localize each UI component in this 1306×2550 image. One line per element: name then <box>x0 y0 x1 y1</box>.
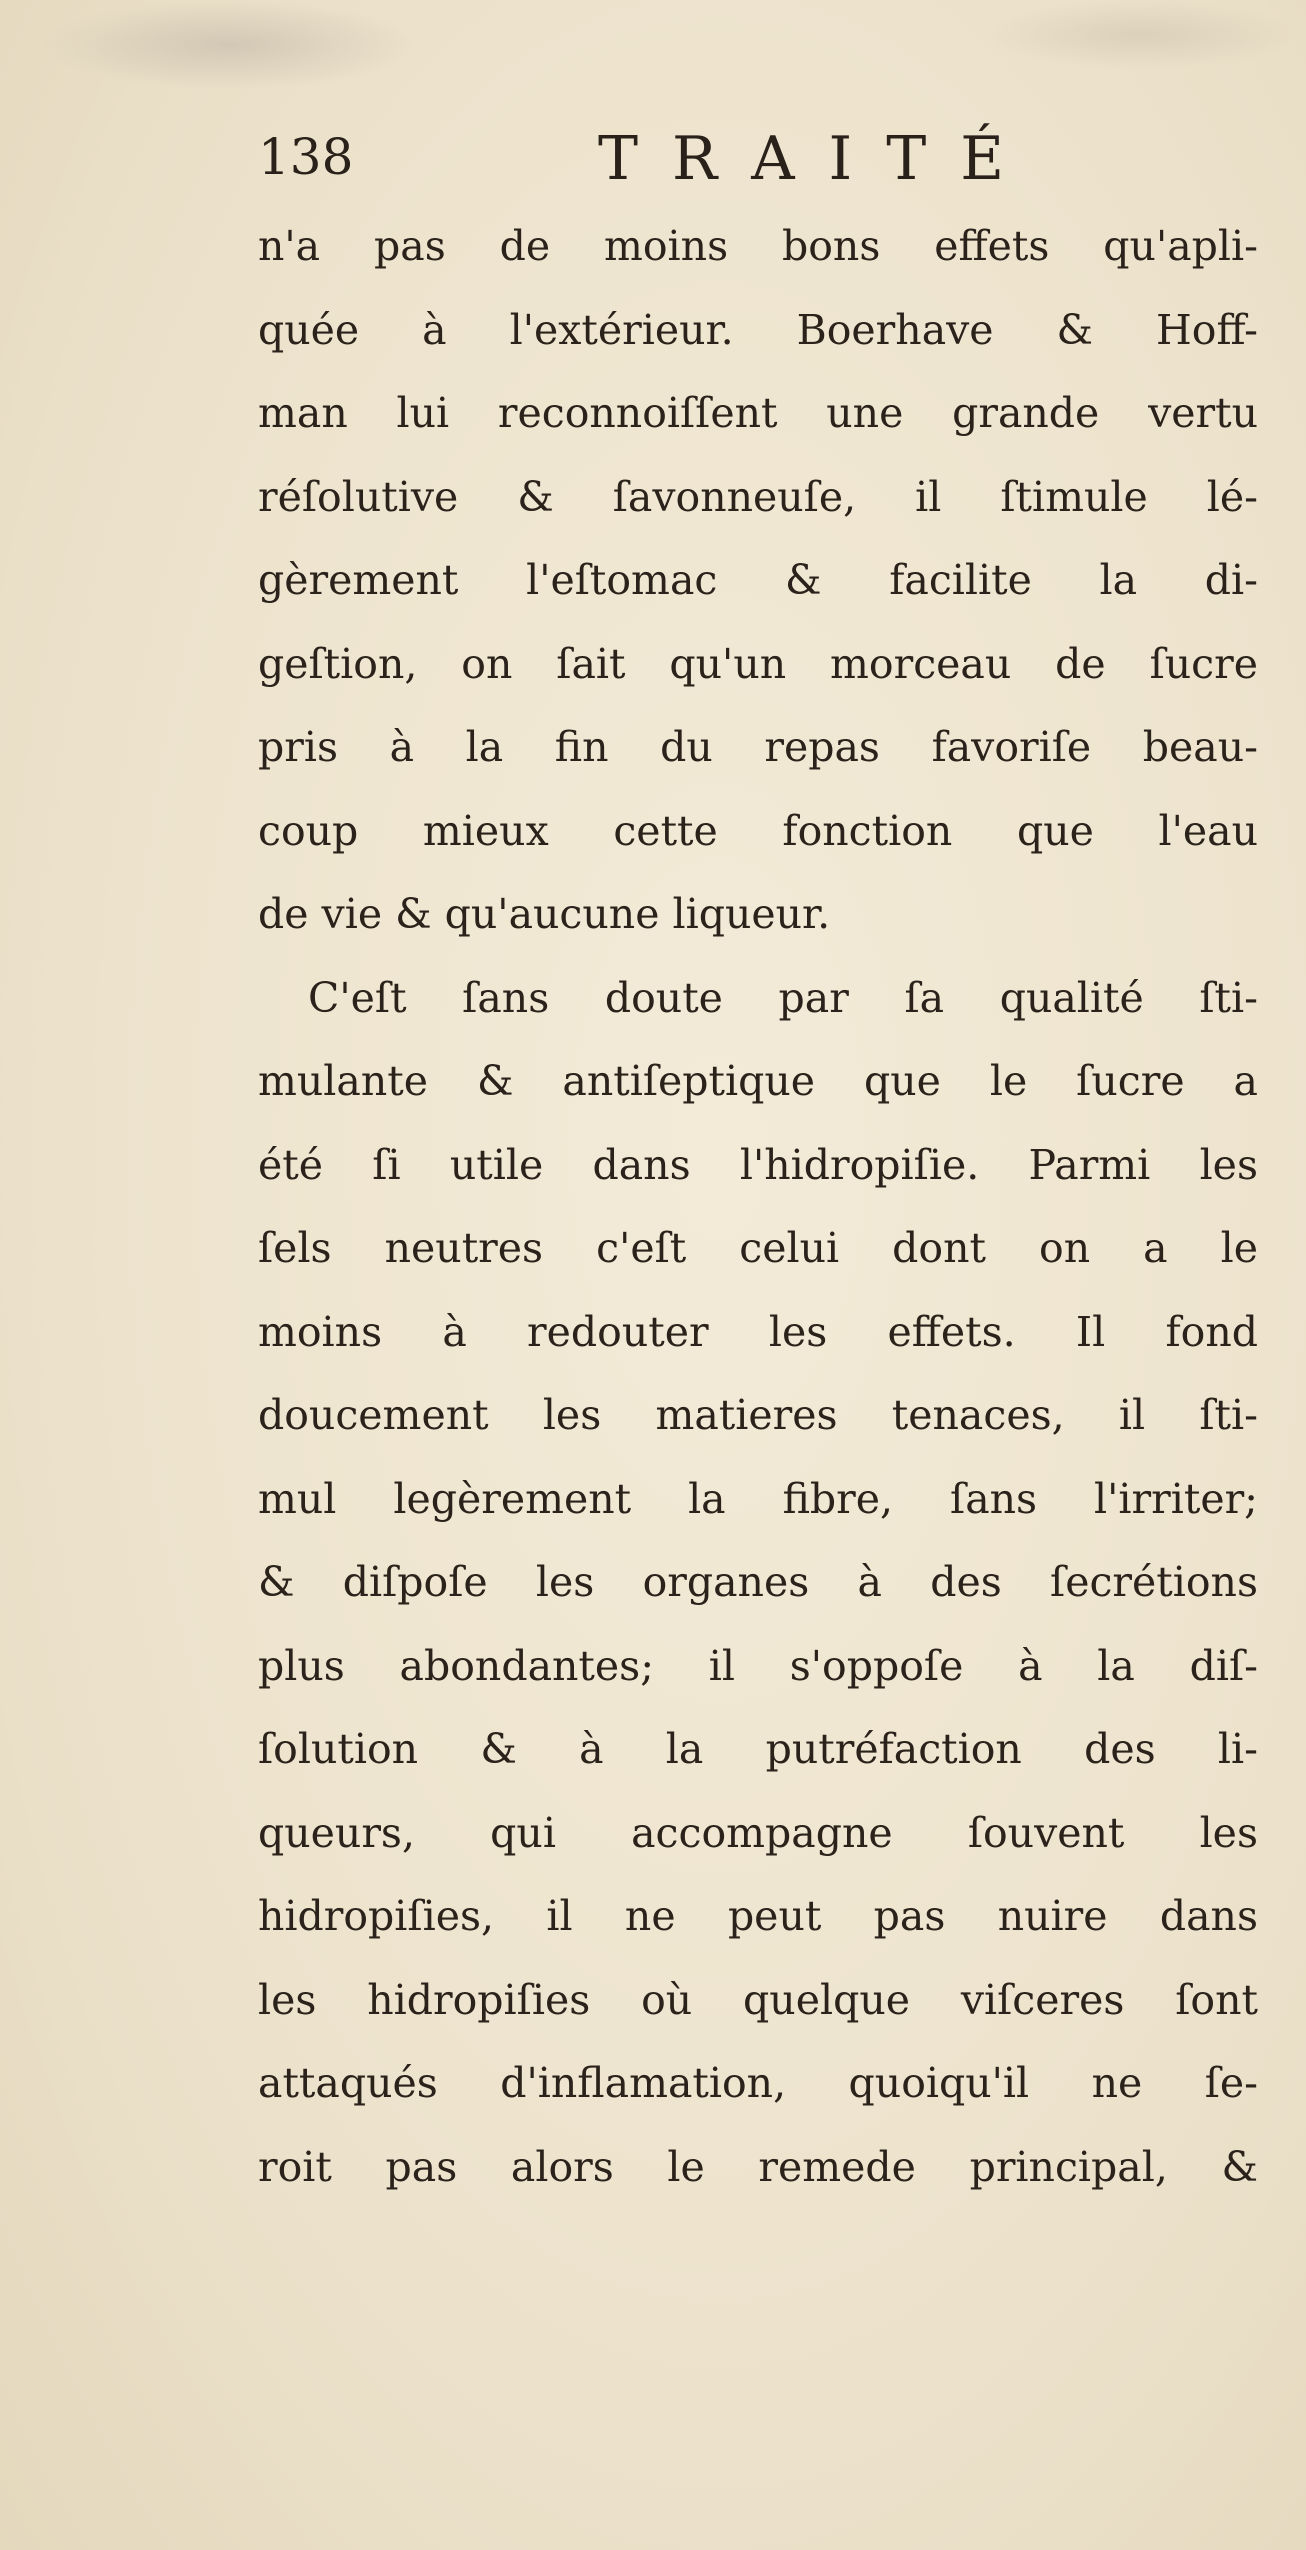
text-line: pris à la fin du repas favoriſe beau- <box>258 723 1258 771</box>
text-line: réſolutive & ſavonneuſe, il ſtimule lé- <box>258 472 1258 521</box>
text-line: n'a pas de moins bons effets qu'apli- <box>258 222 1258 270</box>
text-line: ſolution & à la putréfaction des li- <box>258 1725 1258 1773</box>
paper-stain <box>40 0 420 90</box>
running-title: TRAITÉ <box>598 124 1039 194</box>
text-line: hidropiſies, il ne peut pas nuire dans <box>258 1892 1258 1940</box>
text-line: doucement les matieres tenaces, il ſti- <box>258 1391 1258 1439</box>
text-line: attaqués d'inflamation, quoiqu'il ne ſe- <box>258 2059 1258 2107</box>
text-line: man lui reconnoiſſent une grande vertu <box>258 389 1258 437</box>
text-line: moins à redouter les effets. Il fond <box>258 1307 1258 1356</box>
text-line: été ſi utile dans l'hidropiſie. Parmi les <box>258 1140 1258 1189</box>
page-number: 138 <box>258 128 354 186</box>
text-line: roit pas alors le remede principal, & <box>258 2142 1258 2191</box>
text-line: mulante & antiſeptique que le ſucre a <box>258 1057 1258 1105</box>
text-line: ſels neutres c'eſt celui dont on a le <box>258 1224 1258 1272</box>
text-line: gèrement l'eſtomac & facilite la di- <box>258 556 1258 604</box>
text-line: queurs, qui accompagne ſouvent les <box>258 1808 1258 1857</box>
body-text <box>258 205 1258 2209</box>
text-line: de vie & qu'aucune liqueur. <box>258 890 831 938</box>
text-line: C'eſt ſans doute par ſa qualité ſti- <box>308 973 1258 1022</box>
text-line: plus abondantes; il s'oppoſe à la diſ- <box>258 1641 1258 1690</box>
paper-stain <box>980 0 1300 70</box>
text-line: & diſpoſe les organes à des ſecrétions <box>258 1558 1258 1606</box>
running-header <box>258 120 1158 200</box>
text-line: les hidropiſies où quelque viſceres ſont <box>258 1975 1258 2024</box>
text-line: coup mieux cette fonction que l'eau <box>258 806 1258 855</box>
text-line: geſtion, on ſait qu'un morceau de ſucre <box>258 639 1258 688</box>
text-line: mul legèrement la fibre, ſans l'irriter; <box>258 1474 1258 1523</box>
text-line: quée à l'extérieur. Boerhave & Hoff- <box>258 305 1258 354</box>
